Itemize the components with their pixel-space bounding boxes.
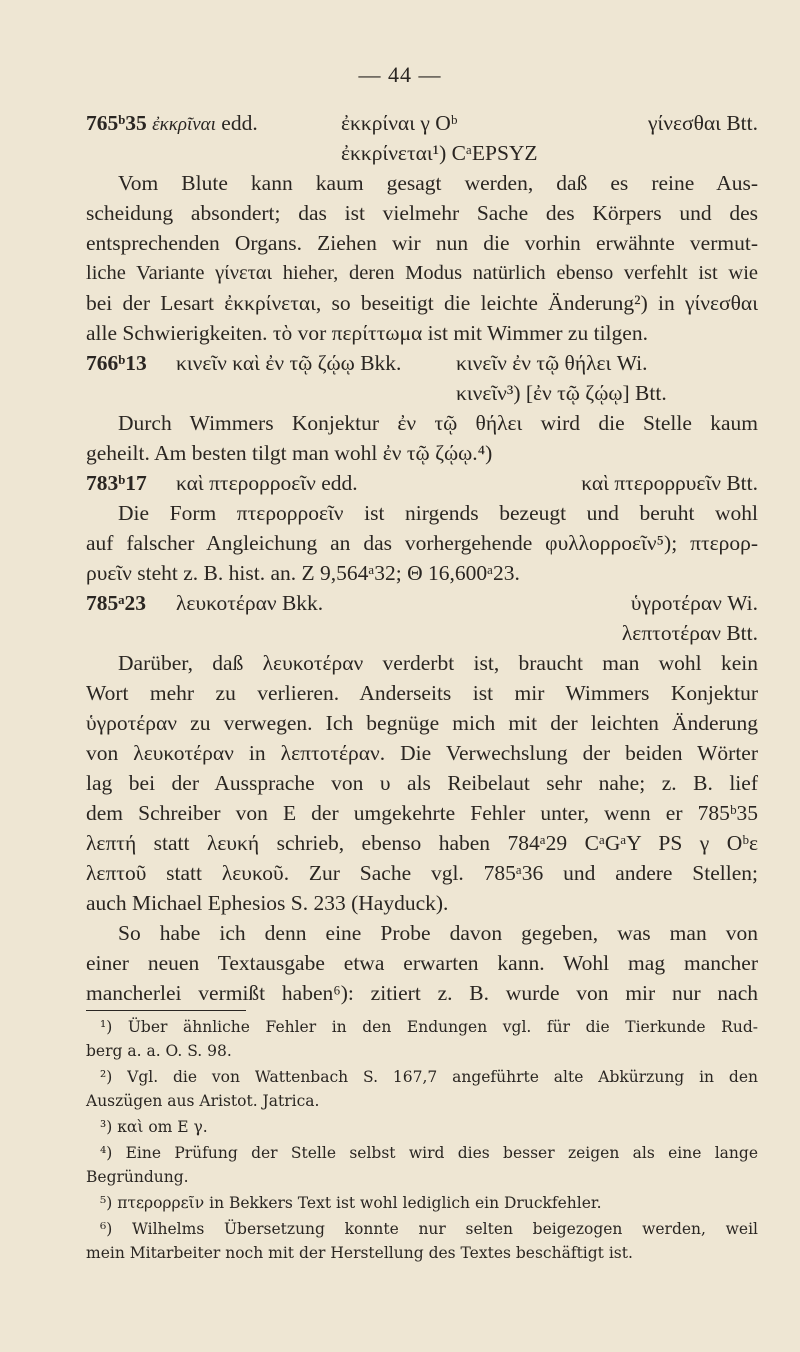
lemma-766b13: 766ᵇ13 κινεῖν καὶ ἐν τῷ ζῴῳ Bkk. κινεῖν ἐν τῷ θήλει Wi.	[86, 351, 648, 375]
text-line: λεπτοῦ statt λευκοῦ. Zur Sache vgl. 785ᵃ36 und andere Stellen;	[86, 861, 758, 885]
text-line: Darüber, daß λευκοτέραν verderbt ist, braucht man wohl kein	[118, 651, 758, 675]
text-line: Vom Blute kann kaum gesagt werden, daß es reine Aus-	[118, 171, 758, 195]
lemma-783b17: 783ᵇ17 καὶ πτερορροεῖν edd. καὶ πτερορρυεῖν Btt.	[86, 471, 758, 495]
text-line: liche Variante γίνεται hieher, deren Modus natürlich ebenso verfehlt ist wie	[86, 262, 758, 284]
book-page: — 44 — 765ᵇ35 ἐκκρῖναι edd. ἐκκρίναι γ Oᵇ γίνεσθαι Btt. ἐκκρίνεται¹) CᵃEPSYZ Vom Blute kann kaum gesagt werden, daß es reine Aus- scheidung absondert; das ist vielmehr Sache des Körpers und des entsprechenden Organs. Ziehen wir nun die vorhin erwähnte vermut- liche Variante γίνεται hieher, deren Modus natürlich ebenso verfehlt ist wie bei der Lesart ἐκκρίνεται, so beseitigt die leichte Änderung²) in γίνεσθαι alle Schwierigkeiten. τὸ vor περίττωμα ist mit Wimmer zu tilgen. 766ᵇ13 κινεῖν καὶ ἐν τῷ ζῴῳ Bkk. κινεῖν ἐν τῷ θήλει Wi. κινεῖν³) [ἐν τῷ ζῴῳ] Btt. Durch Wimmers Konjektur ἐν τῷ θήλει wird die Stelle kaum geheilt. Am besten tilgt man wohl ἐν τῷ ζῴῳ.⁴) 783ᵇ17 καὶ πτερορροεῖν edd. καὶ πτερορρυεῖν Btt. Die Form πτερορροεῖν ist nirgends bezeugt und beruht wohl auf falscher Angleichung an das vorhergehende φυλλορροεῖν⁵); πτερορ- ρυεῖν steht z. B. hist. an. Z 9,564ᵃ32; Θ 16,600ᵃ23. 785ᵃ23 λευκοτέραν Bkk. ὑγροτέραν Wi. λεπτοτέραν Btt. Darüber, daß λευκοτέραν verderbt ist, braucht man wohl kein Wort mehr zu verlieren. Anderseits ist mir Wimmers Konjektur ὑγροτέραν zu verwegen. Ich begnüge mich mit der leichten Änderung von λευκοτέραν in λεπτοτέραν. Die Verwechslung der beiden Wörter lag bei der Aussprache von υ als Reibelaut sehr nahe; z. B. lief dem Schreiber von E der umgekehrte Fehler unter, wenn er 785ᵇ35 λεπτή statt λευκή schrieb, ebenso haben 784ᵃ29 CᵃGᵃY PS γ Oᵇε λεπτοῦ statt λευκοῦ. Zur Sache vgl. 785ᵃ36 und andere Stellen; auch Michael Ephesios S. 233 (Hayduck). So habe ich denn eine Probe davon gegeben, was man von einer neuen Textausgabe etwa erwarten kann. Wohl mag mancher mancherlei vermißt haben⁶): zitiert z. B. wurde von mir nur nach ¹) Über ähnliche Fehler in den Endungen vgl. für die Tierkunde Rud- berg a. a. O. S. 98. ²) Vgl. die von Wattenbach S. 167,7 angeführte alte Abkürzung in den Auszügen aus Aristot. Jatrica. ³) καὶ om E γ. ⁴) Eine Prüfung der Stelle selbst wird dies besser zeigen als eine lange Begründung. ⁵) πτερορρεῖν in Bekkers Text ist wohl lediglich ein Druckfehler. ⁶) Wilhelms Übersetzung konnte nur selten beigezogen werden, weil mein Mitarbeiter noch mit der Herstellung des Textes beschäftigt ist.	[0, 0, 800, 1352]
page-number: — 44 —	[358, 62, 442, 87]
footnote-1-cont: berg a. a. O. S. 98.	[86, 1042, 232, 1060]
footnote-2: ²) Vgl. die von Wattenbach S. 167,7 angeführte alte Abkürzung in den	[100, 1068, 758, 1086]
footnote-6-cont: mein Mitarbeiter noch mit der Herstellung des Textes beschäftigt ist.	[86, 1244, 633, 1262]
footnote-1: ¹) Über ähnliche Fehler in den Endungen vgl. für die Tierkunde Rud-	[100, 1018, 758, 1036]
footnote-5: ⁵) πτερορρεῖν in Bekkers Text ist wohl lediglich ein Druckfehler.	[100, 1194, 602, 1212]
text-line: λεπτή statt λευκή schrieb, ebenso haben 784ᵃ29 CᵃGᵃY PS γ Oᵇε	[86, 831, 758, 855]
text-line: So habe ich denn eine Probe davon gegeben, was man von	[118, 921, 758, 945]
text-line: entsprechenden Organs. Ziehen wir nun die vorhin erwähnte vermut-	[86, 231, 758, 255]
text-line: auch Michael Ephesios S. 233 (Hayduck).	[86, 891, 449, 915]
text-line: ρυεῖν steht z. B. hist. an. Z 9,564ᵃ32; Θ 16,600ᵃ23.	[86, 561, 520, 585]
text-line: lag bei der Aussprache von υ als Reibelaut sehr nahe; z. B. lief	[86, 771, 758, 795]
text-line: mancherlei vermißt haben⁶): zitiert z. B. wurde von mir nur nach	[86, 981, 758, 1005]
text-line: von λευκοτέραν in λεπτοτέραν. Die Verwechslung der beiden Wörter	[86, 741, 758, 765]
text-line: geheilt. Am besten tilgt man wohl ἐν τῷ ζῴῳ.⁴)	[86, 441, 493, 465]
text-line: Durch Wimmers Konjektur ἐν τῷ θήλει wird die Stelle kaum	[118, 411, 758, 435]
lemma-765b35: 765ᵇ35 ἐκκρῖναι edd. ἐκκρίναι γ Oᵇ γίνεσθαι Btt.	[86, 111, 758, 135]
text-line: auf falscher Angleichung an das vorhergehende φυλλορροεῖν⁵); πτερορ-	[86, 531, 758, 555]
footnote-rule	[86, 1010, 246, 1011]
lemma-785a23: 785ᵃ23 λευκοτέραν Bkk. ὑγροτέραν Wi.	[86, 591, 758, 615]
footnote-6: ⁶) Wilhelms Übersetzung konnte nur selten beigezogen werden, weil	[100, 1220, 758, 1238]
text-line: scheidung absondert; das ist vielmehr Sache des Körpers und des	[86, 201, 758, 225]
footnote-4-cont: Begründung.	[86, 1168, 189, 1186]
text-line: Die Form πτερορροεῖν ist nirgends bezeugt und beruht wohl	[118, 501, 758, 525]
text-line: Wort mehr zu verlieren. Anderseits ist mir Wimmers Konjektur	[86, 681, 758, 705]
text-line: bei der Lesart ἐκκρίνεται, so beseitigt die leichte Änderung²) in γίνεσθαι	[86, 291, 758, 315]
text-line: alle Schwierigkeiten. τὸ vor περίττωμα ist mit Wimmer zu tilgen.	[86, 321, 648, 345]
text-line: einer neuen Textausgabe etwa erwarten kann. Wohl mag mancher	[86, 951, 758, 975]
footnote-4: ⁴) Eine Prüfung der Stelle selbst wird dies besser zeigen als eine lange	[100, 1144, 758, 1162]
text-line: dem Schreiber von E der umgekehrte Fehler unter, wenn er 785ᵇ35	[86, 801, 758, 825]
footnote-2-cont: Auszügen aus Aristot. Jatrica.	[86, 1092, 320, 1110]
footnote-3: ³) καὶ om E γ.	[100, 1118, 208, 1136]
text-line: ὑγροτέραν zu verwegen. Ich begnüge mich mit der leichten Änderung	[86, 711, 758, 735]
